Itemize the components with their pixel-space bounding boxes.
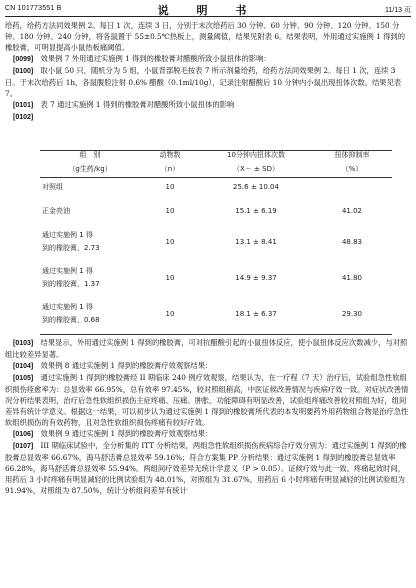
table-7	[40, 148, 392, 332]
table-row: 正金亮油 10 15.1 ± 6.19 41.02	[42, 206, 363, 215]
paragraph-0101: [0101] 表 7 通过实施例 1 得到的橡胶膏对醋酸所致小鼠扭体的影响	[13, 100, 235, 109]
page-header	[5, 2, 411, 16]
col-subheader-n: （n）	[160, 165, 180, 173]
col-subheader-rate: （%）	[341, 165, 363, 173]
col-header-group: 组 别	[79, 151, 101, 159]
table-row: 通过实施例 1 得 到的橡胶膏，2.73 10 13.1 ± 8.41 48.83	[42, 231, 363, 252]
paragraph-0099: [0099] 效果例 7 外用通过实施例 1 得到的橡胶膏对醋酸所致小鼠扭体的影响：	[13, 54, 271, 63]
table-header-rule	[40, 177, 392, 178]
paragraph-0103: [0103] 结果显示，外用通过实施例 1 得到的橡胶膏，可对抗醋酸引起的小鼠扭体反应，使小鼠扭体反应次数减少，与对照组比较差异显著。	[5, 338, 408, 359]
paragraph: 给药，给药方法同效果例 2。每日 1 次，连续 3 日，分别于末次给药后 30 分钟、60 分钟、90 分钟、120 分钟、150 分钟、180 分钟、240 分钟，将各鼠置于 55±0.5℃热板上，测量阈值，结果见附表 6。结果表明，外用通过实施例 1 得到的橡胶膏，可明显提高小鼠热板痛阈值。	[5, 21, 405, 52]
header-rule	[5, 16, 411, 17]
table-row: 对照组 10 25.6 ± 10.04	[42, 182, 279, 191]
col-header-n: 动物数	[159, 151, 181, 159]
col-header-count: 10分钟内扭体次数	[227, 151, 285, 159]
table-row: 通过实施例 1 得 到的橡胶膏，1.37 10 14.9 ± 9.37 41.80	[42, 267, 363, 288]
paragraph-0100: [0100] 取小鼠 50 只，随机分为 5 组，小鼠背部脱毛按表 7 所示剂量给药，给药方法同效果例 2。每日 1 次，连续 3 日。于末次给药后 1h，各鼠腹腔注射 0.6% 醋酸（0.1ml/10g），记录注射醋酸后 10 分钟内小鼠出现扭体次数。结果见表 7。	[5, 66, 402, 98]
paragraph-0105: [0105] 通过实施例 1 得到的橡胶膏经 II 期临床 240 例疗效观察，结果认为，在一疗程（7 天）治疗后，试验组急性软组织损伤痊愈率为：总显效率 66.95%，总有效率 97.45%，较对照组稍高，中医证候改善情况与疾病疗效一致。对症状改善情况分析结果表明，治疗后急性软组织损伤主症疼痛、压痛、肿胀、功能障碍有明显改善，试验组疼痛改善较对照组为好，组间差异有统计学意义。根据这一结果，可以初步认为通过实施例 1 得到的橡胶膏所代表的本发明要药外用药物组合物是治疗急性软组织损伤的有效药物，且对急性软组织损伤疼痛有较好疗效。	[5, 373, 409, 427]
body-text-top	[5, 20, 411, 123]
patent-number: CN 101773551 B	[5, 5, 62, 12]
body-text-bottom	[5, 337, 411, 496]
page-number: 11/13 页	[385, 7, 411, 14]
col-header-rate: 扭体抑制率	[334, 151, 370, 159]
col-subheader-count: （X－ ± SD）	[233, 165, 279, 173]
paragraph-0102: [0102]	[13, 114, 34, 121]
paragraph-0107: [0107] III 期临床试验中，全分析集的 ITT 分析结果，两组急性软组织损伤疾病综合疗效分别为：通过实施例 1 得到的橡胶膏总显效率 66.67%，海马舒活膏总显效率 59.16%；符合方案集 PP 分析结果：通过实施例 1 得到的橡胶膏总显效率 66.28%，海马舒活膏总显效率 55.94%。两组间疗效差异无统计学意义（P > 0.05）。证候疗效与此一致。疼痛起效时间，用药后 3 小时疼痛有明显减轻的比例试验组为 48.01%，对照组为 31.67%，用药后 6 小时疼痛有明显减轻的比例试验组为 91.94%，对照组为 87.50%，统计分析组间差异有统计	[5, 441, 407, 495]
table-bottom-rule	[40, 334, 392, 335]
paragraph-0106: [0106] 效果例 9 通过实施例 1 得到的橡胶膏疗效观察结果：	[13, 429, 213, 438]
col-subheader-group: （g生药/kg）	[68, 165, 112, 173]
paragraph-0104: [0104] 效果例 8 通过实施例 1 得到的橡胶膏疗效观察结果：	[13, 361, 213, 370]
document-title: 说 明 书	[157, 4, 259, 17]
table-row: 通过实施例 1 得 到的橡胶膏，0.68 10 18.1 ± 6.37 29.30	[42, 303, 363, 324]
